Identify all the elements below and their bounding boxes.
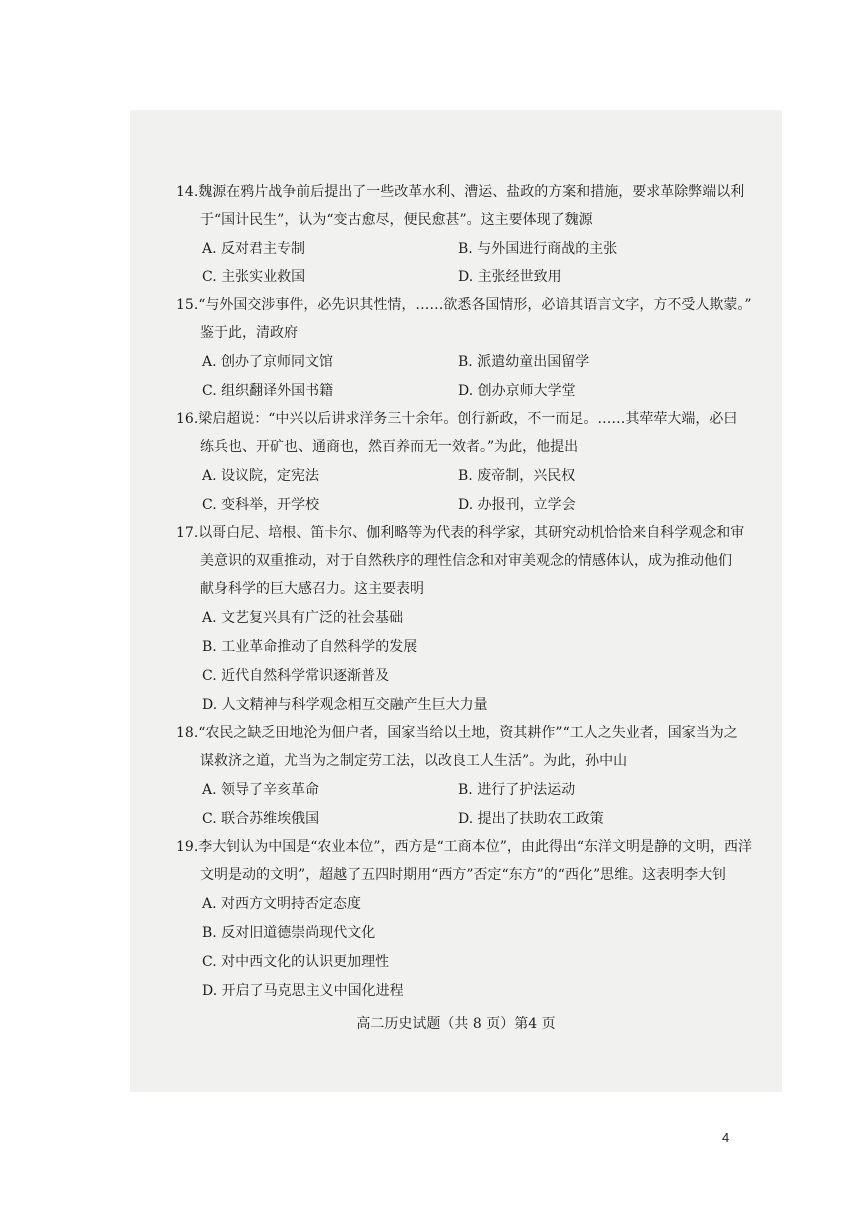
option-b: B. 废帝制，兴民权 [458,468,576,484]
option-c: C. 变科举，开学校 [202,497,320,513]
option-b: B. 派遣幼童出国留学 [458,354,590,370]
option-d: D. 提出了扶助农工政策 [458,811,604,827]
option-c: C. 主张实业救国 [202,269,306,285]
option-a: A. 领导了辛亥革命 [202,782,320,798]
question-stem-line: 鉴于此，清政府 [200,325,298,341]
option-b: B. 进行了护法运动 [458,782,576,798]
question-stem-line: 文明是动的文明”，超越了五四时期用“西方”否定“东方”的“西化”思维。这表明李大钊 [200,867,727,883]
option-d: D. 开启了马克思主义中国化进程 [202,983,404,999]
question-stem-line: 19.李大钊认为中国是“农业本位”，西方是“工商本位”，由此得出“东洋文明是静的文明，西洋 [176,839,753,855]
option-b: B. 工业革命推动了自然科学的发展 [202,639,418,655]
page-number: 4 [722,1130,730,1145]
question-stem-line: 练兵也、开矿也、通商也，然百养而无一效者。”为此，他提出 [200,439,579,455]
question-stem-line: 美意识的双重推动，对于自然秩序的理性信念和对审美观念的情感体认，成为推动他们 [200,553,732,569]
question-stem-line: 15.“与外国交涉事件，必先识其性情，……欲悉各国情形，必谙其语言文字，方不受人欺蒙。” [176,297,752,313]
option-d: D. 主张经世致用 [458,269,562,285]
option-b: B. 与外国进行商战的主张 [458,241,618,257]
option-b: B. 反对旧道德崇尚现代文化 [202,925,376,941]
question-stem-line: 于“国计民生”，认为“变古愈尽，便民愈甚”。这主要体现了魏源 [200,212,593,228]
option-a: A. 反对君主专制 [202,241,306,257]
option-c: C. 对中西文化的认识更加理性 [202,954,390,970]
option-a: A. 文艺复兴具有广泛的社会基础 [202,610,404,626]
question-stem-line: 17.以哥白尼、培根、笛卡尔、伽利略等为代表的科学家，其研究动机恰恰来自科学观念和审 [176,525,745,541]
option-a: A. 设议院，定宪法 [202,468,320,484]
option-a: A. 对西方文明持否定态度 [202,896,362,912]
question-stem-line: 献身科学的巨大感召力。这主要表明 [200,581,424,597]
option-c: C. 联合苏维埃俄国 [202,811,320,827]
option-d: D. 办报刊，立学会 [458,497,576,513]
page-footer: 高二历史试题（共 8 页）第4 页 [356,1016,556,1032]
option-c: C. 组织翻译外国书籍 [202,383,334,399]
option-d: D. 人文精神与科学观念相互交融产生巨大力量 [202,697,488,713]
question-stem-line: 14.魏源在鸦片战争前后提出了一些改革水利、漕运、盐政的方案和措施，要求革除弊端以利 [176,184,745,200]
option-d: D. 创办京师大学堂 [458,383,576,399]
scanned-exam-page [130,110,782,1092]
question-stem-line: 16.梁启超说：“中兴以后讲求洋务三十余年。创行新政，不一而足。……其荦荦大端，必曰 [176,411,738,427]
question-stem-line: 谋救济之道，尤当为之制定劳工法，以改良工人生活”。为此，孙中山 [200,753,628,769]
option-a: A. 创办了京师同文馆 [202,354,334,370]
question-stem-line: 18.“农民之缺乏田地沦为佃户者，国家当给以土地，资其耕作”“工人之失业者，国家当为之 [176,725,738,741]
option-c: C. 近代自然科学常识逐渐普及 [202,668,390,684]
